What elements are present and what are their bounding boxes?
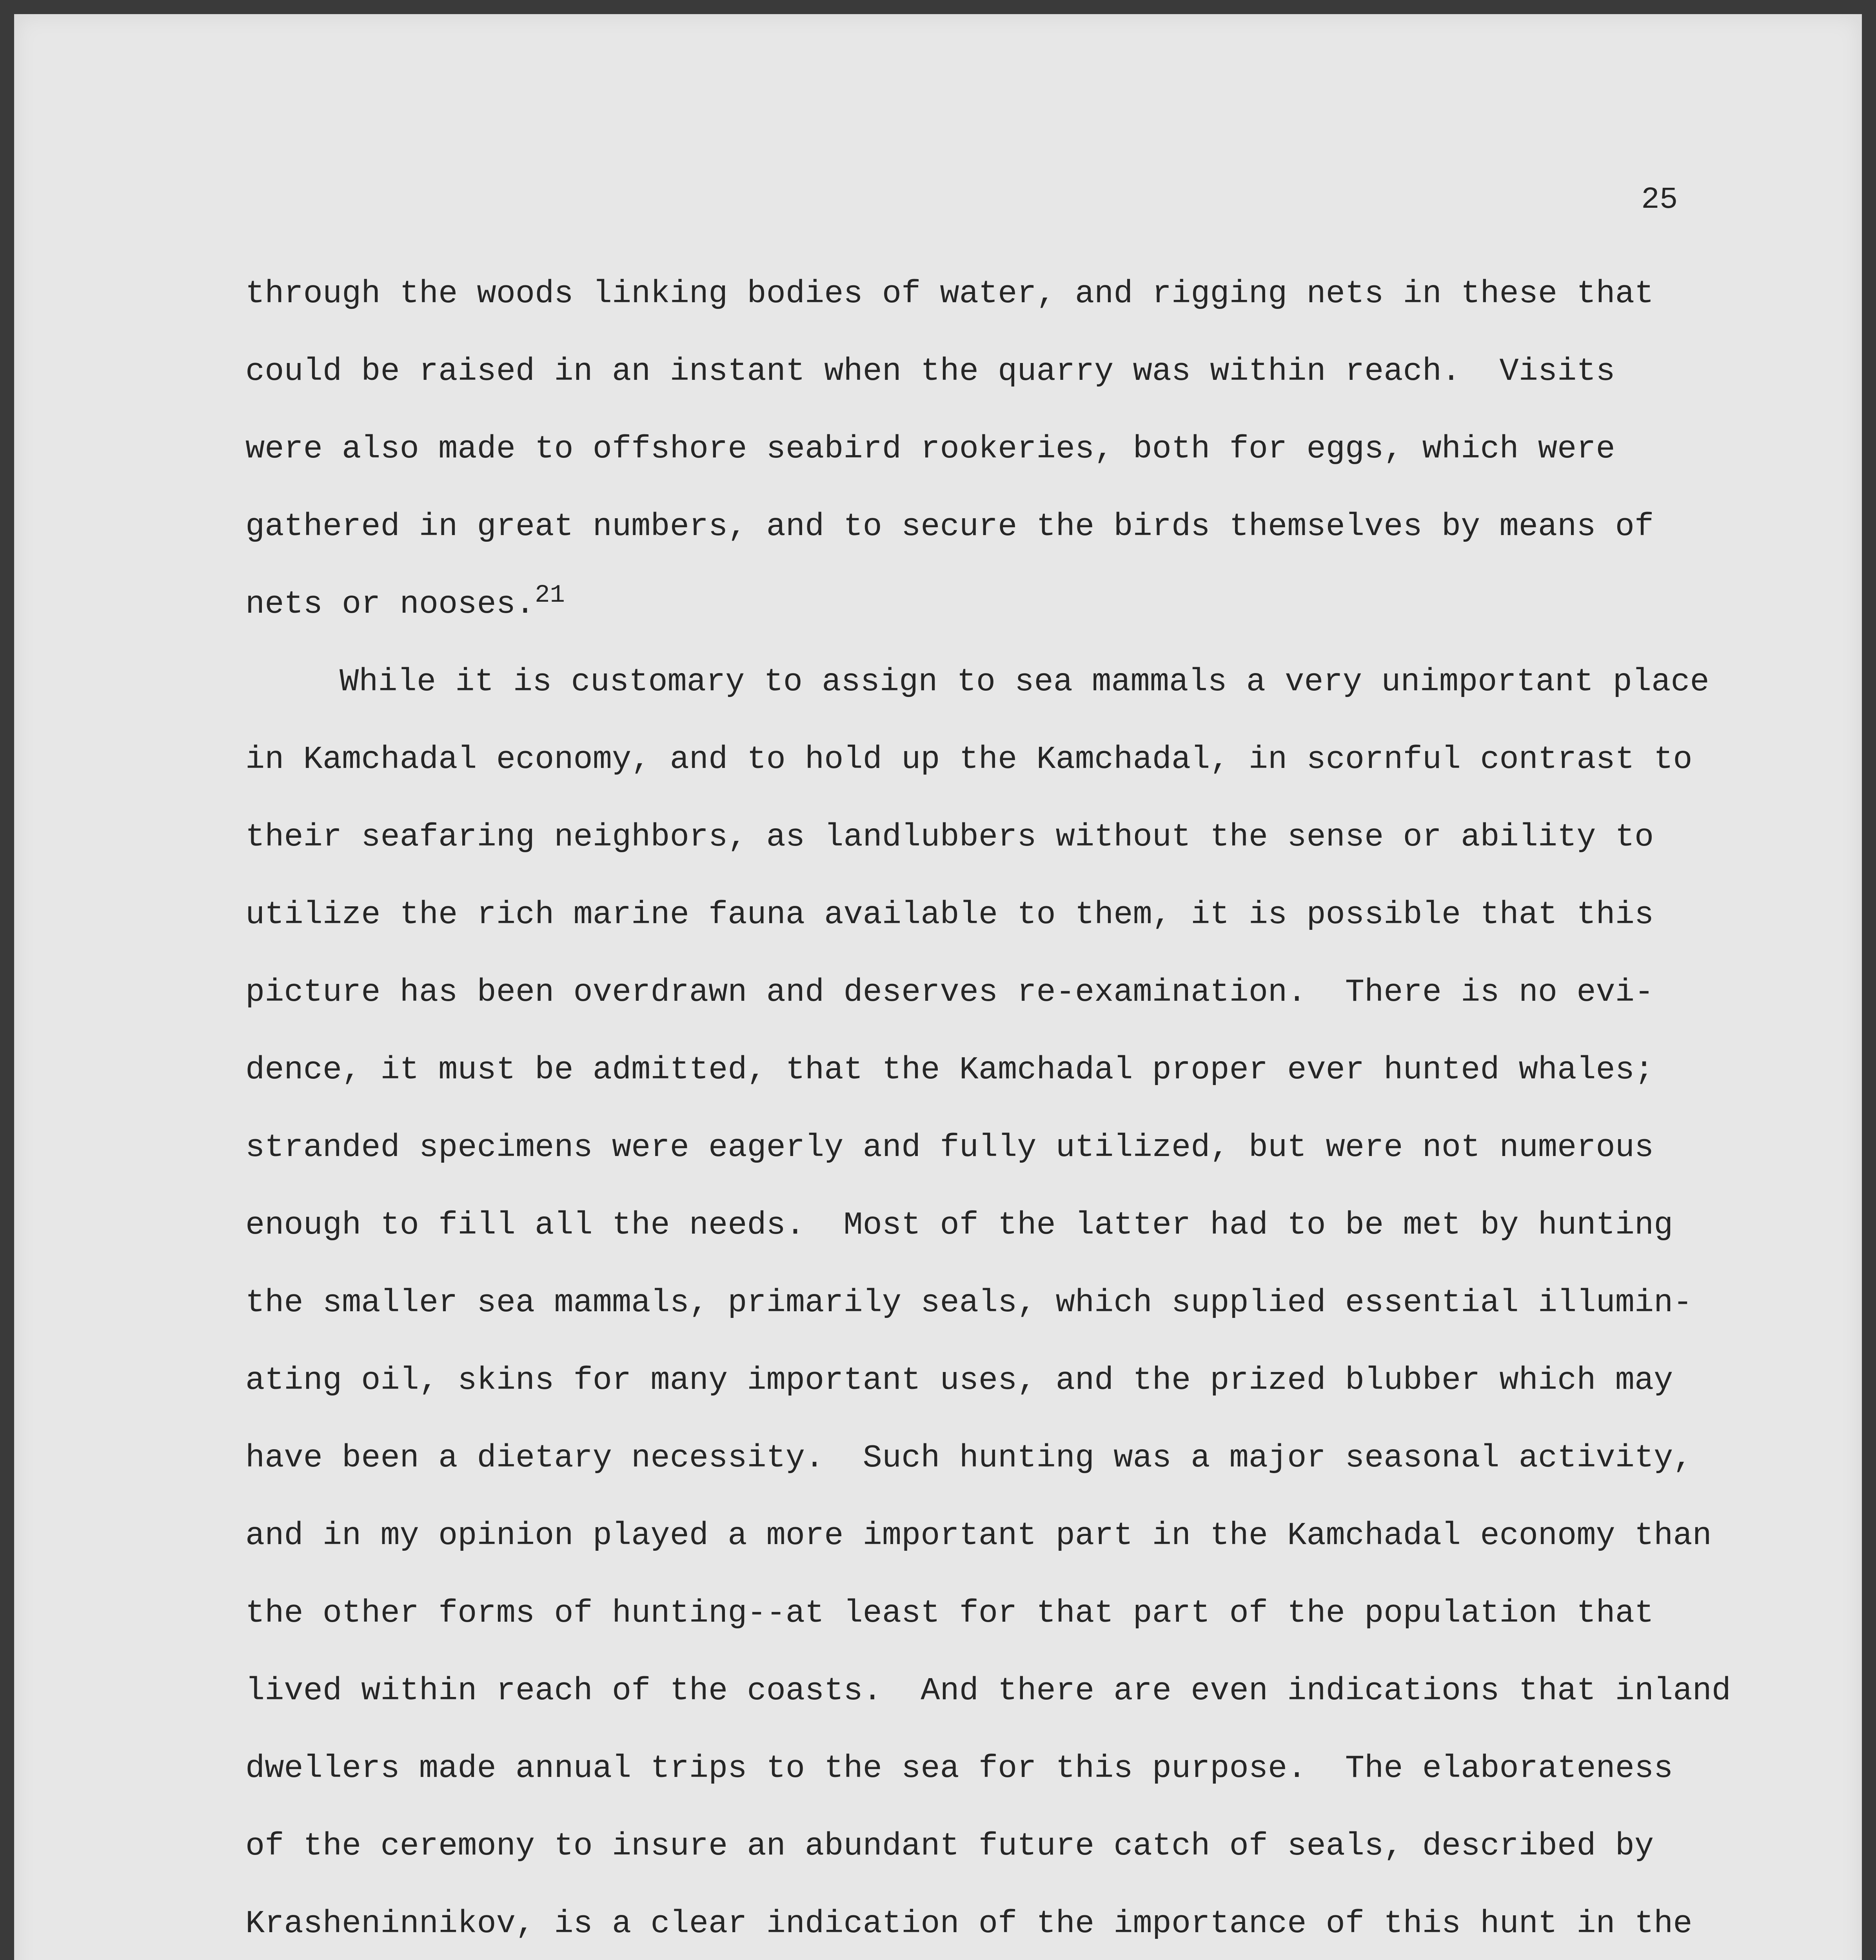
- text-line: were also made to offshore seabird rookeries, both for eggs, which were: [245, 431, 1615, 467]
- text-line: dwellers made annual trips to the sea for this purpose. The elaborateness: [245, 1750, 1673, 1787]
- text-line: ating oil, skins for many important uses, and the prized blubber which may: [245, 1362, 1673, 1399]
- text-line: could be raised in an instant when the quarry was within reach. Visits: [245, 353, 1615, 390]
- text-line: and in my opinion played a more important part in the Kamchadal economy than: [245, 1517, 1712, 1554]
- text-line: picture has been overdrawn and deserves re-examination. There is no evi-: [245, 974, 1654, 1011]
- text-line: of the ceremony to insure an abundant future catch of seals, described by: [245, 1828, 1654, 1864]
- text-line: Krasheninnikov, is a clear indication of the importance of this hunt in the: [245, 1906, 1693, 1942]
- body-text: [245, 255, 1814, 1960]
- text-line: the smaller sea mammals, primarily seals, which supplied essential illumin-: [245, 1285, 1693, 1321]
- text-line: stranded specimens were eagerly and fully utilized, but were not numerous: [245, 1129, 1654, 1166]
- text-line: nets or nooses.: [245, 586, 535, 622]
- text-line: the other forms of hunting--at least for that part of the population that: [245, 1595, 1654, 1632]
- text-line: enough to fill all the needs. Most of the latter had to be met by hunting: [245, 1207, 1673, 1243]
- document-page: [14, 14, 1862, 1960]
- text-line: utilize the rich marine fauna available to them, it is possible that this: [245, 897, 1654, 933]
- text-line: have been a dietary necessity. Such hunting was a major seasonal activity,: [245, 1440, 1693, 1476]
- page-number: 25: [1641, 183, 1678, 217]
- paragraph-1: [245, 255, 1814, 643]
- text-line: in Kamchadal economy, and to hold up the Kamchadal, in scornful contrast to: [245, 741, 1693, 778]
- footnote-reference: 21: [535, 581, 565, 610]
- text-line: through the woods linking bodies of water, and rigging nets in these that: [245, 276, 1654, 312]
- paragraph-2: [245, 643, 1814, 1960]
- text-line: their seafaring neighbors, as landlubbers without the sense or ability to: [245, 819, 1654, 855]
- text-line: While it is customary to assign to sea mammals a very unimportant place: [340, 664, 1709, 700]
- text-line-last: [245, 566, 1814, 643]
- text-line: dence, it must be admitted, that the Kamchadal proper ever hunted whales;: [245, 1052, 1654, 1088]
- text-line: gathered in great numbers, and to secure the birds themselves by means of: [245, 508, 1654, 545]
- text-line: lived within reach of the coasts. And there are even indications that inland: [245, 1673, 1731, 1709]
